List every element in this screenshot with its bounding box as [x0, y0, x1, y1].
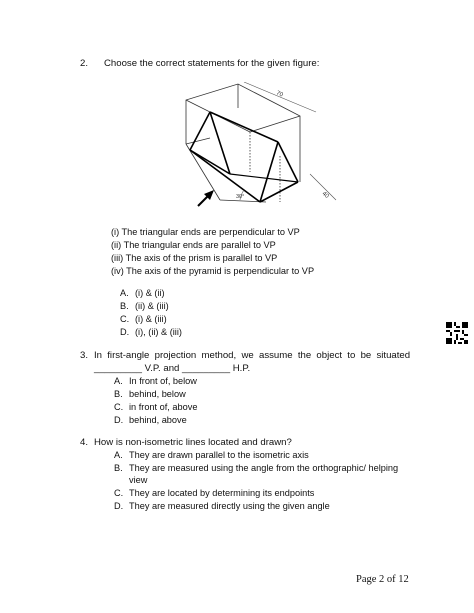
q4-option-text-continued: view — [129, 475, 148, 485]
q3-option-b[interactable] — [114, 389, 186, 399]
q3-option-text: In front of, below — [129, 376, 197, 386]
q2-option-a[interactable] — [120, 288, 165, 298]
q4-option-letter: B. — [114, 463, 123, 473]
q4-option-letter: C. — [114, 488, 124, 498]
q4-number: 4. — [80, 437, 89, 448]
dim-right-label: 40 — [320, 190, 330, 200]
view-arrow-icon — [198, 190, 214, 206]
q3-option-text: in front of, above — [129, 402, 198, 412]
q2-option-text: (i) & (ii) — [135, 288, 165, 298]
q2-option-letter: A. — [120, 288, 129, 298]
q3-option-letter: A. — [114, 376, 123, 386]
q3-option-c[interactable] — [114, 402, 198, 412]
q2-option-d[interactable] — [120, 327, 182, 337]
q4-option-d[interactable] — [114, 501, 330, 511]
q2-statement-3: (iii) The axis of the prism is parallel to VP — [111, 253, 278, 263]
q4-text: How is non-isometric lines located and drawn? — [94, 437, 292, 448]
prism-figure — [180, 82, 340, 214]
q4-option-text: They are measured directly using the given angle — [129, 501, 330, 511]
q4-option-b[interactable] — [114, 463, 399, 485]
q3-number: 3. — [80, 350, 89, 361]
q4-option-c[interactable] — [114, 488, 315, 498]
q3-option-text: behind, below — [129, 389, 186, 399]
q2-option-b[interactable] — [120, 301, 169, 311]
qr-code-icon — [446, 322, 468, 344]
q3-option-letter: B. — [114, 389, 123, 399]
q4-option-text: They are drawn parallel to the isometric axis — [129, 450, 309, 460]
q4-option-text: They are measured using the angle from the orthographic/ helping — [129, 463, 399, 473]
q2-option-c[interactable] — [120, 314, 167, 324]
dim-angle-label: 30° — [236, 194, 245, 200]
q4-option-text: They are located by determining its endpoints — [129, 488, 315, 498]
q3-option-d[interactable] — [114, 415, 187, 425]
q3-text-line1: In first-angle projection method, we assume the object to be situated — [94, 350, 411, 361]
q2-option-text: (i), (ii) & (iii) — [135, 327, 182, 337]
q2-option-letter: D. — [120, 327, 130, 337]
q3-option-letter: C. — [114, 402, 124, 412]
q2-option-text: (ii) & (iii) — [135, 301, 169, 311]
q2-option-letter: B. — [120, 301, 129, 311]
q4-option-letter: D. — [114, 501, 124, 511]
q2-statement-4: (iv) The axis of the pyramid is perpendicular to VP — [111, 266, 315, 276]
q3-text-line2: _________ V.P. and _________ H.P. — [94, 363, 251, 374]
q4-option-a[interactable] — [114, 450, 309, 460]
dim-top-label: 70 — [275, 90, 284, 99]
q2-statement-1: (i) The triangular ends are perpendicular to VP — [111, 227, 300, 237]
q4-option-letter: A. — [114, 450, 123, 460]
q2-text: Choose the correct statements for the given figure: — [104, 58, 320, 69]
q3-option-letter: D. — [114, 415, 124, 425]
page-number: Page 2 of 12 — [356, 574, 409, 585]
q3-option-a[interactable] — [114, 376, 197, 386]
q2-number: 2. — [80, 58, 89, 69]
q2-option-text: (i) & (iii) — [135, 314, 167, 324]
q2-statement-2: (ii) The triangular ends are parallel to VP — [111, 240, 276, 250]
q3-option-text: behind, above — [129, 415, 187, 425]
q2-option-letter: C. — [120, 314, 130, 324]
